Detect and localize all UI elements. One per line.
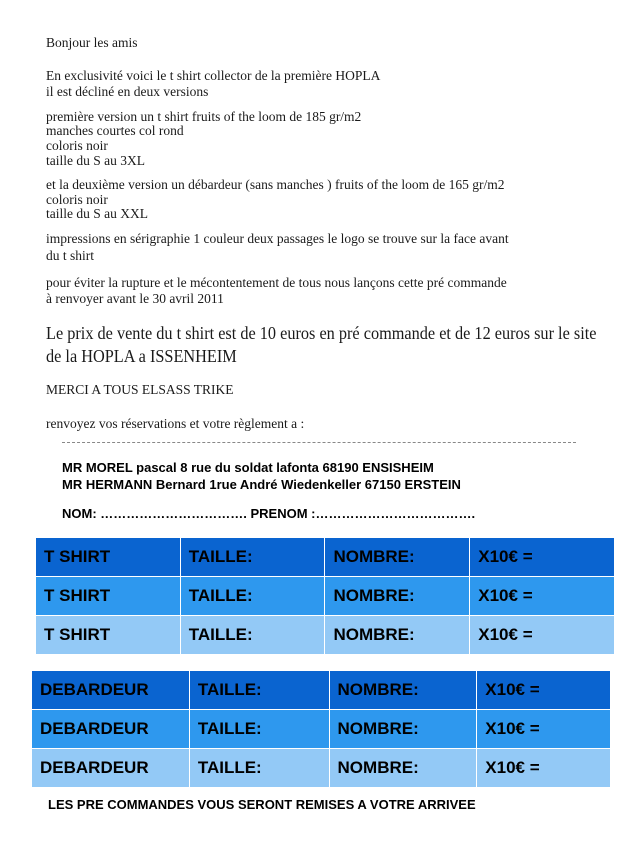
tshirt-row [36, 577, 615, 616]
debardeur-quantity-cell[interactable]: NOMBRE: [329, 710, 477, 749]
send-instructions: renvoyez vos réservations et votre règlement a : [46, 416, 305, 431]
version-2-line-1: et la deuxième version un débardeur (sans manches ) fruits of the loom de 165 gr/m2 [46, 177, 505, 192]
footer-notice: LES PRE COMMANDES VOUS SERONT REMISES A VOTRE ARRIVEE [48, 797, 476, 812]
debardeur-size-cell[interactable]: TAILLE: [189, 749, 329, 788]
debardeur-row [32, 671, 611, 710]
debardeur-order-table [31, 670, 611, 788]
debardeur-price-cell: X10€ = [477, 749, 611, 788]
debardeur-quantity-cell[interactable]: NOMBRE: [329, 671, 477, 710]
tshirt-item-cell: T SHIRT [36, 577, 181, 616]
tshirt-item-cell: T SHIRT [36, 616, 181, 655]
print-line-2: du t shirt [46, 248, 95, 263]
address-line-1: MR MOREL pascal 8 rue du soldat lafonta 68190 ENSISHEIM [62, 460, 434, 475]
tshirt-price-cell: X10€ = [470, 577, 615, 616]
tshirt-row [36, 538, 615, 577]
thanks-line: MERCI A TOUS ELSASS TRIKE [46, 382, 234, 397]
tshirt-size-cell[interactable]: TAILLE: [180, 538, 325, 577]
intro-line-2: il est décliné en deux versions [46, 84, 209, 99]
version-2-line-2: coloris noir [46, 192, 108, 207]
price-line-1: Le prix de vente du t shirt est de 10 euros en pré commande et de 12 euros sur le site [46, 323, 597, 343]
version-1-line-1: première version un t shirt fruits of the loom de 185 gr/m2 [46, 109, 362, 124]
debardeur-size-cell[interactable]: TAILLE: [189, 710, 329, 749]
debardeur-row [32, 710, 611, 749]
debardeur-quantity-cell[interactable]: NOMBRE: [329, 749, 477, 788]
tshirt-quantity-cell[interactable]: NOMBRE: [325, 538, 470, 577]
preorder-line-2: à renvoyer avant le 30 avril 2011 [46, 291, 224, 306]
version-1-line-3: coloris noir [46, 138, 108, 153]
debardeur-item-cell: DEBARDEUR [32, 710, 190, 749]
version-1-line-2: manches courtes col rond [46, 123, 184, 138]
debardeur-price-cell: X10€ = [477, 710, 611, 749]
tshirt-row [36, 616, 615, 655]
version-1-line-4: taille du S au 3XL [46, 153, 145, 168]
greeting: Bonjour les amis [46, 35, 138, 50]
debardeur-item-cell: DEBARDEUR [32, 671, 190, 710]
debardeur-item-cell: DEBARDEUR [32, 749, 190, 788]
debardeur-row [32, 749, 611, 788]
tshirt-quantity-cell[interactable]: NOMBRE: [325, 577, 470, 616]
tshirt-price-cell: X10€ = [470, 616, 615, 655]
tshirt-size-cell[interactable]: TAILLE: [180, 616, 325, 655]
price-line-2: de la HOPLA a ISSENHEIM [46, 346, 237, 366]
tshirt-item-cell: T SHIRT [36, 538, 181, 577]
dotted-divider [62, 442, 576, 443]
debardeur-price-cell: X10€ = [477, 671, 611, 710]
tshirt-quantity-cell[interactable]: NOMBRE: [325, 616, 470, 655]
preorder-line-1: pour éviter la rupture et le mécontentement de tous nous lançons cette pré commande [46, 275, 507, 290]
tshirt-order-table [35, 537, 615, 655]
name-form-line: NOM: ……………………………. PRENOM :………………………………. [62, 506, 476, 521]
version-2-line-3: taille du S au XXL [46, 206, 148, 221]
print-line-1: impressions en sérigraphie 1 couleur deux passages le logo se trouve sur la face avant [46, 231, 509, 246]
intro-line-1: En exclusivité voici le t shirt collector de la première HOPLA [46, 68, 381, 83]
debardeur-size-cell[interactable]: TAILLE: [189, 671, 329, 710]
address-line-2: MR HERMANN Bernard 1rue André Wiedenkeller 67150 ERSTEIN [62, 477, 461, 492]
tshirt-price-cell: X10€ = [470, 538, 615, 577]
tshirt-size-cell[interactable]: TAILLE: [180, 577, 325, 616]
